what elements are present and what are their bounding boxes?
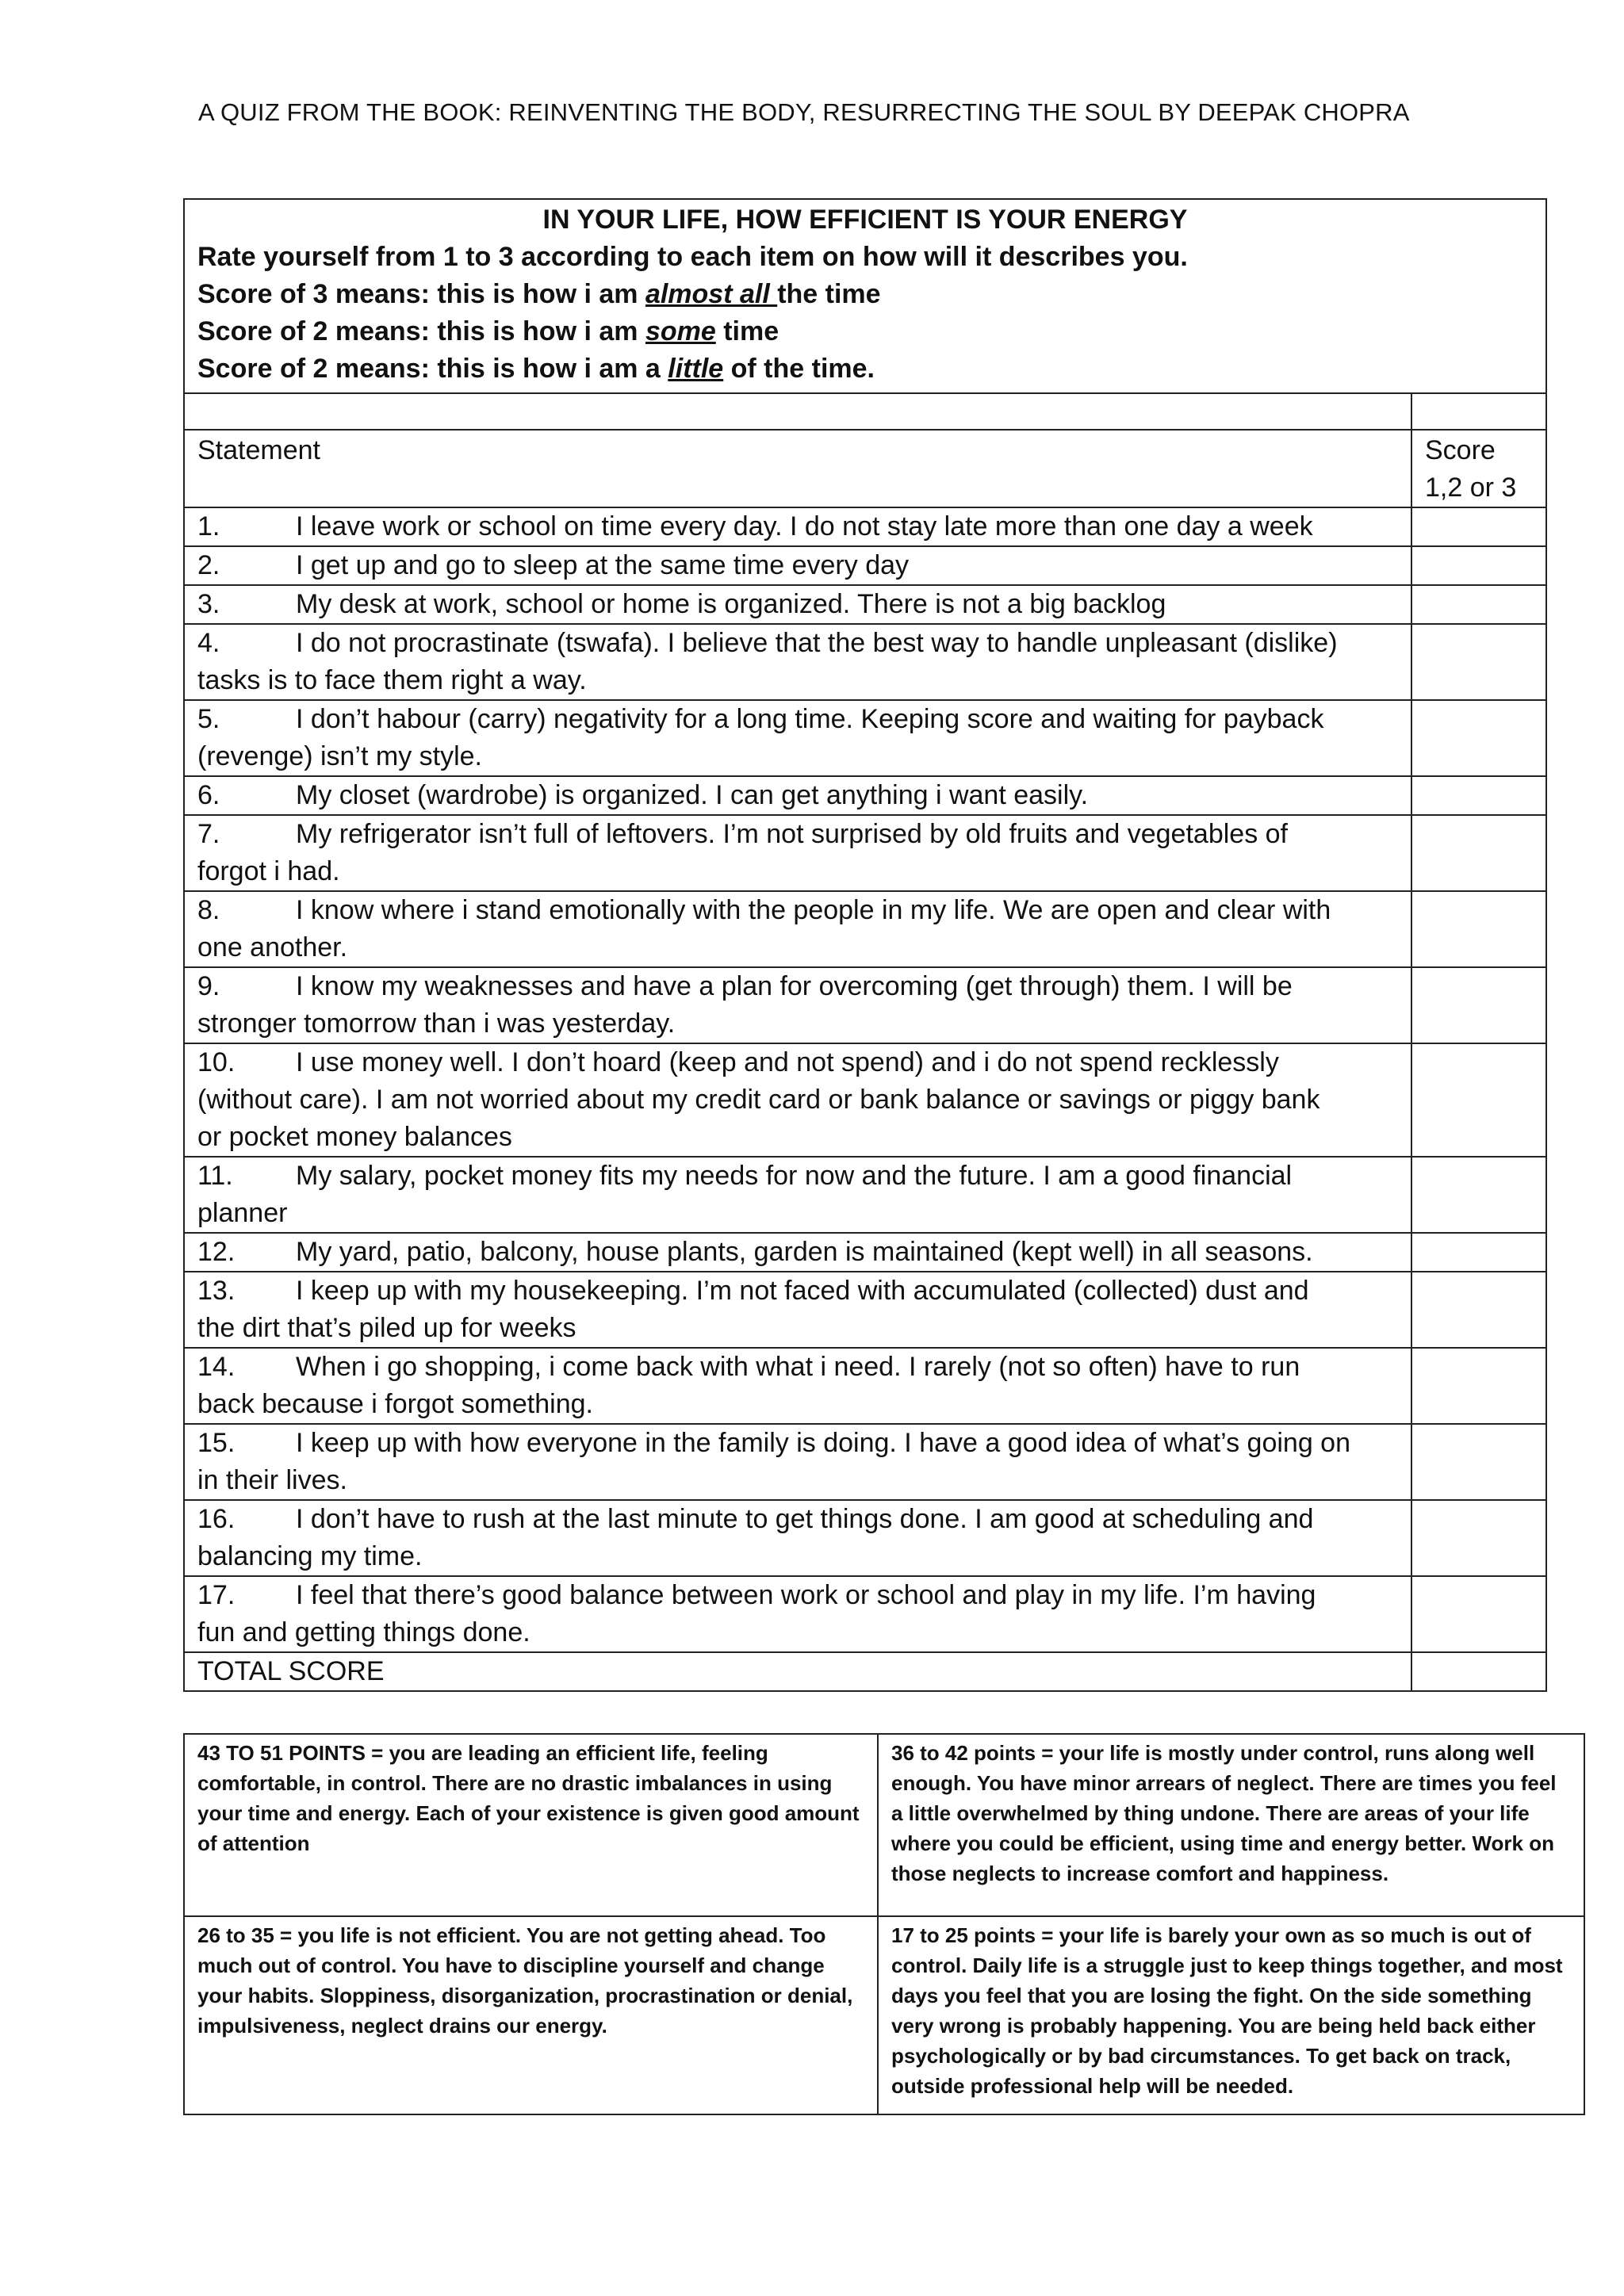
statement-line bbox=[197, 1501, 1398, 1538]
statement-number: 16. bbox=[197, 1504, 236, 1534]
score-cell[interactable] bbox=[1411, 891, 1546, 967]
statement-continuation: fun and getting things done. bbox=[197, 1617, 530, 1647]
quiz-header-cell bbox=[184, 199, 1546, 393]
statement-line bbox=[197, 1425, 1398, 1462]
statement-text: I don’t habour (carry) negativity for a long time. Keeping score and waiting for payback bbox=[296, 704, 1324, 734]
score-cell[interactable] bbox=[1411, 624, 1546, 700]
score-cell[interactable] bbox=[1411, 585, 1546, 624]
score-cell[interactable] bbox=[1411, 1500, 1546, 1576]
score-cell[interactable] bbox=[1411, 1043, 1546, 1157]
score2-line bbox=[197, 313, 1533, 350]
scoring-26-35: 26 to 35 = you life is not efficient. You are not getting ahead. Too much out of control. You have to discipline yourself and change your habits. Sloppiness, disorganization, procrastination or denial, impulsiveness, neglect drains our energy. bbox=[184, 1916, 878, 2114]
statement-cell bbox=[184, 624, 1411, 700]
score-cell[interactable] bbox=[1411, 1576, 1546, 1652]
statement-row bbox=[184, 1348, 1546, 1424]
score-cell[interactable] bbox=[1411, 1157, 1546, 1233]
statement-line bbox=[197, 1577, 1398, 1614]
statement-continuation: (without care). I am not worried about my credit card or bank balance or savings or piggy bank bbox=[197, 1085, 1320, 1115]
total-score-cell[interactable] bbox=[1411, 1652, 1546, 1691]
statement-number: 17. bbox=[197, 1580, 236, 1610]
statement-number: 3. bbox=[197, 589, 220, 619]
scoring-row bbox=[184, 1916, 1584, 2114]
statement-number: 4. bbox=[197, 628, 220, 658]
score-cell[interactable] bbox=[1411, 546, 1546, 585]
quiz-table bbox=[183, 198, 1547, 1692]
statement-line bbox=[197, 1272, 1398, 1310]
score-header-line1: Score bbox=[1425, 435, 1496, 465]
score1-line bbox=[197, 350, 1533, 388]
score-cell[interactable] bbox=[1411, 1348, 1546, 1424]
blank-score-cell bbox=[1411, 393, 1546, 430]
statement-continuation: the dirt that’s piled up for weeks bbox=[197, 1313, 576, 1343]
page-header: A QUIZ FROM THE BOOK: REINVENTING THE BODY, RESURRECTING THE SOUL BY DEEPAK CHOPRA bbox=[198, 98, 1410, 126]
statement-text: My refrigerator isn’t full of leftovers. I’m not surprised by old fruits and vegetables of bbox=[296, 819, 1288, 849]
score1-pre: Score of 2 means: this is how i am a bbox=[197, 354, 668, 384]
statement-line bbox=[197, 547, 1398, 584]
statement-text: I don’t have to rush at the last minute to get things done. I am good at scheduling and bbox=[296, 1504, 1314, 1534]
statement-text: My desk at work, school or home is organized. There is not a big backlog bbox=[296, 589, 1166, 619]
statement-text: I know my weaknesses and have a plan for overcoming (get through) them. I will be bbox=[296, 971, 1293, 1001]
score-header bbox=[1411, 430, 1546, 507]
statement-text: I keep up with my housekeeping. I’m not faced with accumulated (collected) dust and bbox=[296, 1276, 1309, 1306]
statement-cell bbox=[184, 1500, 1411, 1576]
statement-cell bbox=[184, 1043, 1411, 1157]
score-cell[interactable] bbox=[1411, 967, 1546, 1043]
score3-line bbox=[197, 276, 1533, 313]
statement-row bbox=[184, 700, 1546, 776]
score-cell[interactable] bbox=[1411, 700, 1546, 776]
statement-row bbox=[184, 776, 1546, 815]
statement-row bbox=[184, 546, 1546, 585]
quiz-header-row bbox=[184, 199, 1546, 393]
statement-text: When i go shopping, i come back with what i need. I rarely (not so often) have to run bbox=[296, 1352, 1300, 1382]
statement-line bbox=[197, 968, 1398, 1005]
statement-row bbox=[184, 967, 1546, 1043]
quiz-title: IN YOUR LIFE, HOW EFFICIENT IS YOUR ENERGY bbox=[542, 205, 1188, 235]
statement-continuation: (revenge) isn’t my style. bbox=[197, 741, 482, 771]
score-cell[interactable] bbox=[1411, 815, 1546, 891]
score-cell[interactable] bbox=[1411, 1233, 1546, 1272]
statement-row bbox=[184, 624, 1546, 700]
blank-cell bbox=[184, 393, 1411, 430]
statement-continuation: balancing my time. bbox=[197, 1541, 423, 1571]
score3-pre: Score of 3 means: this is how i am bbox=[197, 279, 645, 309]
statement-continuation: or pocket money balances bbox=[197, 1122, 512, 1152]
statement-row bbox=[184, 1233, 1546, 1272]
statement-line bbox=[197, 892, 1398, 929]
statement-row bbox=[184, 1424, 1546, 1500]
statement-number: 5. bbox=[197, 704, 220, 734]
statement-cell bbox=[184, 1576, 1411, 1652]
statement-line bbox=[197, 1234, 1398, 1271]
statement-text: I feel that there’s good balance between work or school and play in my life. I’m having bbox=[296, 1580, 1316, 1610]
score-cell[interactable] bbox=[1411, 507, 1546, 546]
statement-line bbox=[197, 1044, 1398, 1081]
score1-emphasis: little bbox=[668, 354, 724, 384]
score-cell[interactable] bbox=[1411, 776, 1546, 815]
statement-text: I know where i stand emotionally with the people in my life. We are open and clear with bbox=[296, 895, 1331, 925]
statement-line bbox=[197, 625, 1398, 662]
statement-number: 15. bbox=[197, 1428, 236, 1458]
statement-cell bbox=[184, 1424, 1411, 1500]
statement-row bbox=[184, 1272, 1546, 1348]
statement-line bbox=[197, 777, 1398, 814]
statement-line bbox=[197, 701, 1398, 738]
statement-continuation: tasks is to face them right a way. bbox=[197, 665, 587, 695]
statement-continuation: stronger tomorrow than i was yesterday. bbox=[197, 1008, 676, 1039]
blank-row bbox=[184, 393, 1546, 430]
column-header-row bbox=[184, 430, 1546, 507]
statement-continuation: in their lives. bbox=[197, 1465, 347, 1495]
scoring-table bbox=[183, 1733, 1585, 2115]
statement-number: 13. bbox=[197, 1276, 236, 1306]
score3-emphasis: almost all bbox=[645, 279, 778, 309]
statement-text: I do not procrastinate (tswafa). I believe that the best way to handle unpleasant (dislike) bbox=[296, 628, 1338, 658]
statement-line bbox=[197, 508, 1398, 545]
statement-text: I use money well. I don’t hoard (keep and not spend) and i do not spend recklessly bbox=[296, 1047, 1279, 1077]
score2-pre: Score of 2 means: this is how i am bbox=[197, 316, 645, 346]
statement-continuation: forgot i had. bbox=[197, 856, 340, 886]
statement-number: 9. bbox=[197, 971, 220, 1001]
statement-cell bbox=[184, 967, 1411, 1043]
statement-line bbox=[197, 1349, 1398, 1386]
score-cell[interactable] bbox=[1411, 1272, 1546, 1348]
statement-cell bbox=[184, 700, 1411, 776]
statement-row bbox=[184, 507, 1546, 546]
scoring-36-42: 36 to 42 points = your life is mostly under control, runs along well enough. You have minor arrears of neglect. There are times you feel a little overwhelmed by thing undone. There are areas of your life where you could be efficient, using time and energy better. Work on those neglects to increase comfort and happiness. bbox=[878, 1734, 1584, 1916]
score2-emphasis: some bbox=[645, 316, 716, 346]
score1-post: of the time. bbox=[723, 354, 875, 384]
statement-cell bbox=[184, 1157, 1411, 1233]
statement-number: 8. bbox=[197, 895, 220, 925]
statement-header: Statement bbox=[184, 430, 1411, 507]
statement-continuation: back because i forgot something. bbox=[197, 1389, 593, 1419]
statement-number: 10. bbox=[197, 1047, 236, 1077]
score-cell[interactable] bbox=[1411, 1424, 1546, 1500]
statement-text: I leave work or school on time every day. I do not stay late more than one day a week bbox=[296, 511, 1313, 541]
scoring-row bbox=[184, 1734, 1584, 1916]
statement-number: 1. bbox=[197, 511, 220, 541]
statement-line bbox=[197, 1158, 1398, 1195]
quiz-instruction: Rate yourself from 1 to 3 according to each item on how will it describes you. bbox=[197, 242, 1188, 272]
statement-text: My yard, patio, balcony, house plants, garden is maintained (kept well) in all seasons. bbox=[296, 1237, 1313, 1267]
scoring-17-25: 17 to 25 points = your life is barely your own as so much is out of control. Daily life is a struggle just to keep things together, and most days you feel that you are losing the fight. On the side something very wrong is probably happening. You are being held back either psychologically or by bad circumstances. To get back on track, outside professional help will be needed. bbox=[878, 1916, 1584, 2114]
score2-post: time bbox=[715, 316, 779, 346]
statement-text: My salary, pocket money fits my needs for now and the future. I am a good financial bbox=[296, 1161, 1293, 1191]
statement-cell bbox=[184, 1272, 1411, 1348]
statement-number: 14. bbox=[197, 1352, 236, 1382]
statement-cell bbox=[184, 815, 1411, 891]
statement-number: 6. bbox=[197, 780, 220, 810]
statement-row bbox=[184, 585, 1546, 624]
statement-cell bbox=[184, 546, 1411, 585]
statement-cell bbox=[184, 1348, 1411, 1424]
total-row bbox=[184, 1652, 1546, 1691]
statement-row bbox=[184, 815, 1546, 891]
statement-row bbox=[184, 1043, 1546, 1157]
statement-number: 7. bbox=[197, 819, 220, 849]
statement-line bbox=[197, 816, 1398, 853]
quiz-items bbox=[184, 507, 1546, 1652]
statement-cell bbox=[184, 1233, 1411, 1272]
statement-text: My closet (wardrobe) is organized. I can get anything i want easily. bbox=[296, 780, 1089, 810]
score3-post: the time bbox=[777, 279, 881, 309]
statement-number: 2. bbox=[197, 550, 220, 580]
statement-row bbox=[184, 1500, 1546, 1576]
statement-row bbox=[184, 891, 1546, 967]
statement-cell bbox=[184, 891, 1411, 967]
statement-line bbox=[197, 586, 1398, 623]
statement-cell bbox=[184, 776, 1411, 815]
statement-text: I keep up with how everyone in the family is doing. I have a good idea of what’s going on bbox=[296, 1428, 1351, 1458]
statement-cell bbox=[184, 585, 1411, 624]
statement-text: I get up and go to sleep at the same time every day bbox=[296, 550, 910, 580]
total-label: TOTAL SCORE bbox=[184, 1652, 1411, 1691]
statement-number: 12. bbox=[197, 1237, 236, 1267]
statement-cell bbox=[184, 507, 1411, 546]
statement-continuation: planner bbox=[197, 1198, 288, 1228]
score-header-line2: 1,2 or 3 bbox=[1425, 473, 1517, 503]
scoring-43-51: 43 TO 51 POINTS = you are leading an efficient life, feeling comfortable, in control. There are no drastic imbalances in using your time and energy. Each of your existence is given good amount of attention bbox=[184, 1734, 878, 1916]
statement-row bbox=[184, 1576, 1546, 1652]
statement-continuation: one another. bbox=[197, 932, 348, 962]
statement-number: 11. bbox=[197, 1161, 233, 1191]
statement-row bbox=[184, 1157, 1546, 1233]
